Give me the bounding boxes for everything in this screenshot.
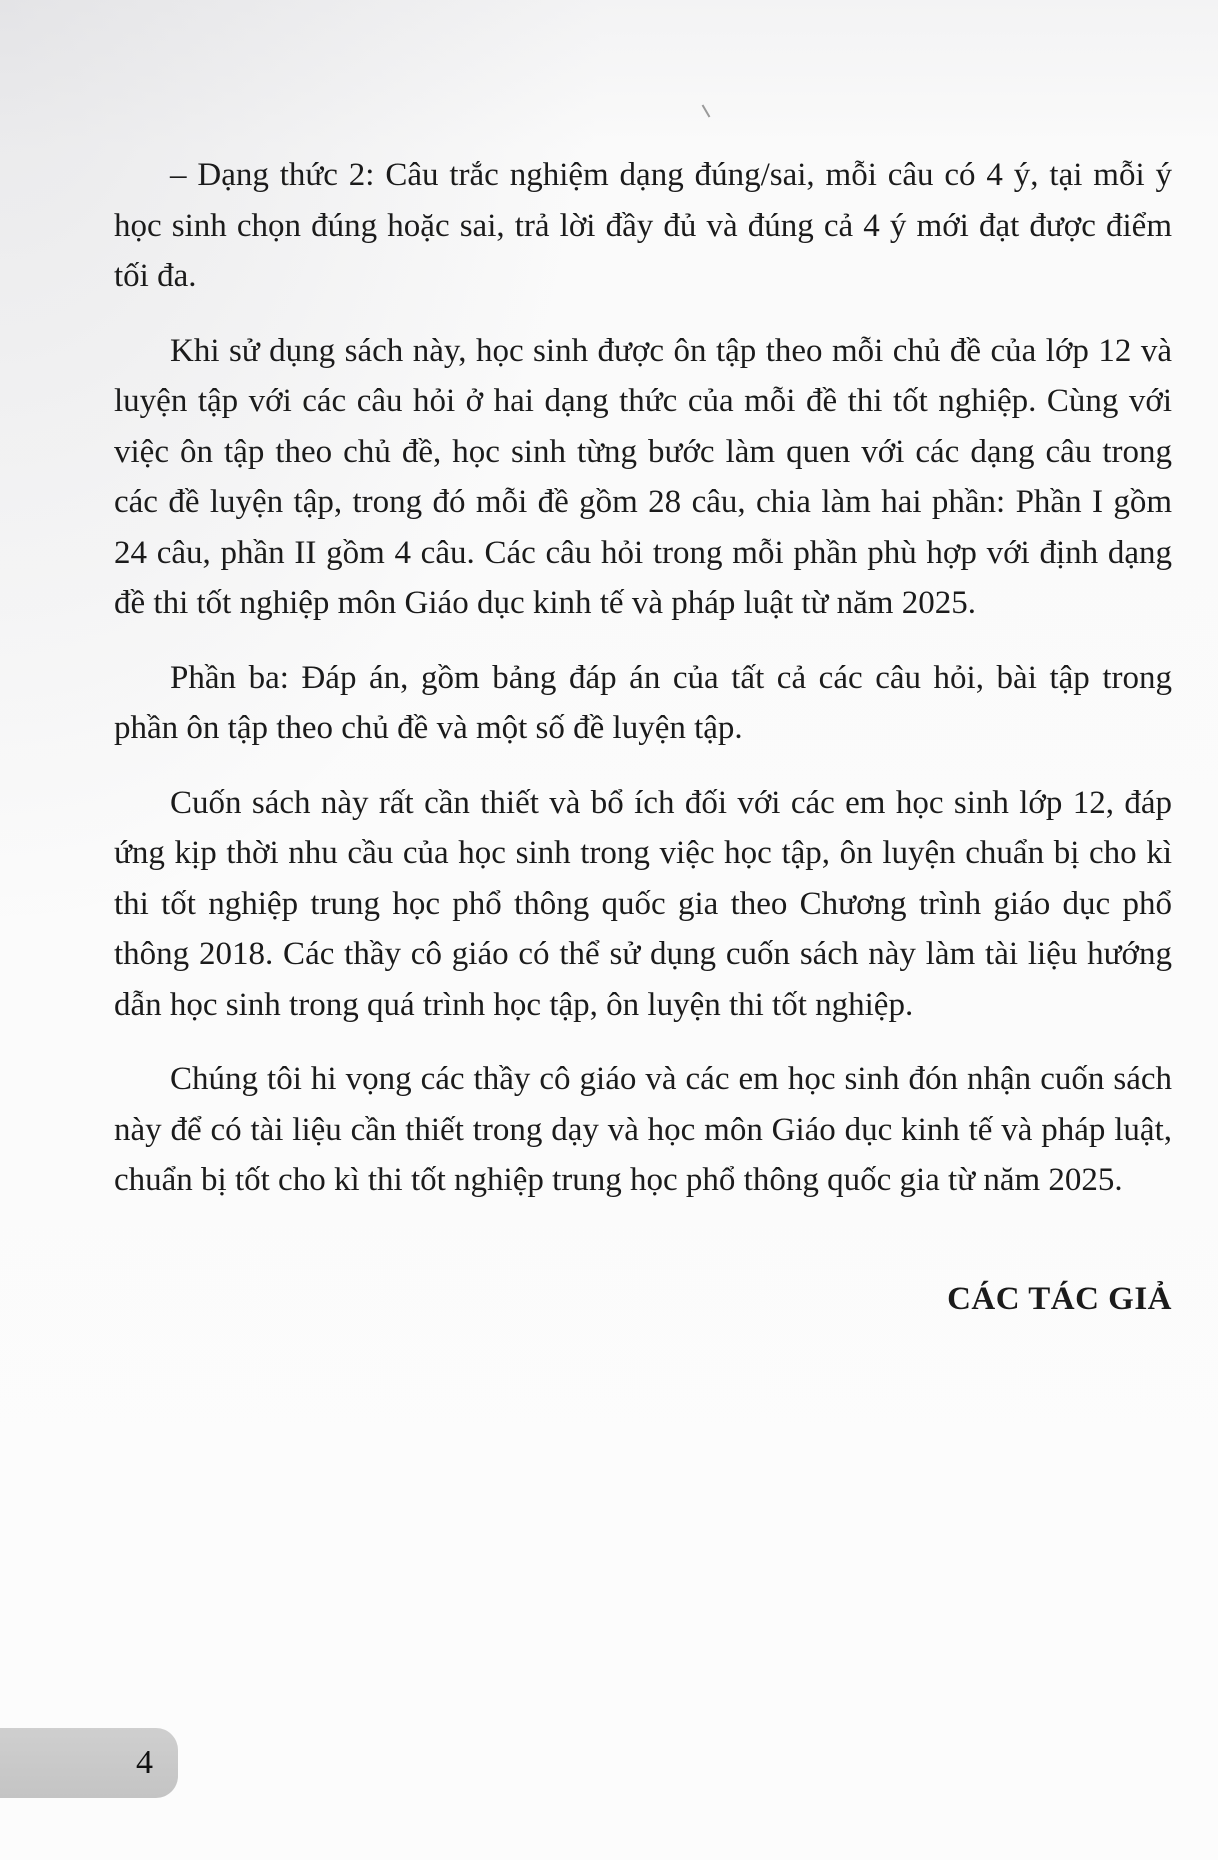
- paragraph-part-three: Phần ba: Đáp án, gồm bảng đáp án của tất cả các câu hỏi, bài tập trong phần ôn tập theo chủ đề và một số đề luyện tập.: [114, 659, 1172, 746]
- paragraph-closing: Chúng tôi hi vọng các thầy cô giáo và các em học sinh đón nhận cuốn sách này để có tài liệu cần thiết trong dạy và học môn Giáo dục kinh tế và pháp luật, chuẩn bị tốt cho kì thi tốt nghiệp trung học phổ thông quốc gia từ năm 2025.: [114, 1061, 1172, 1198]
- page-body: [114, 150, 1172, 1230]
- paragraph-usage: Khi sử dụng sách này, học sinh được ôn tập theo mỗi chủ đề của lớp 12 và luyện tập với các câu hỏi ở hai dạng thức của mỗi đề thi tốt nghiệp. Cùng với việc ôn tập theo chủ đề, học sinh từng bước làm quen với các dạng câu trong các đề luyện tập, trong đó mỗi đề gồm 28 câu, chia làm hai phần: Phần I gồm 24 câu, phần II gồm 4 câu. Các câu hỏi trong mỗi phần phù hợp với định dạng đề thi tốt nghiệp môn Giáo dục kinh tế và pháp luật từ năm 2025.: [114, 332, 1172, 621]
- page-number: 4: [136, 1744, 153, 1781]
- authors-signature: CÁC TÁC GIẢ: [947, 1281, 1172, 1317]
- paragraph-format-2: – Dạng thức 2: Câu trắc nghiệm dạng đúng/sai, mỗi câu có 4 ý, tại mỗi ý học sinh chọn đúng hoặc sai, trả lời đầy đủ và đúng cả 4 ý mới đạt được điểm tối đa.: [114, 157, 1172, 294]
- print-speck: [702, 104, 711, 117]
- paragraph-purpose: Cuốn sách này rất cần thiết và bổ ích đối với các em học sinh lớp 12, đáp ứng kịp thời nhu cầu của học sinh trong việc học tập, ôn luyện chuẩn bị cho kì thi tốt nghiệp trung học phổ thông quốc gia theo Chương trình giáo dục phổ thông 2018. Các thầy cô giáo có thể sử dụng cuốn sách này làm tài liệu hướng dẫn học sinh trong quá trình học tập, ôn luyện thi tốt nghiệp.: [114, 784, 1172, 1023]
